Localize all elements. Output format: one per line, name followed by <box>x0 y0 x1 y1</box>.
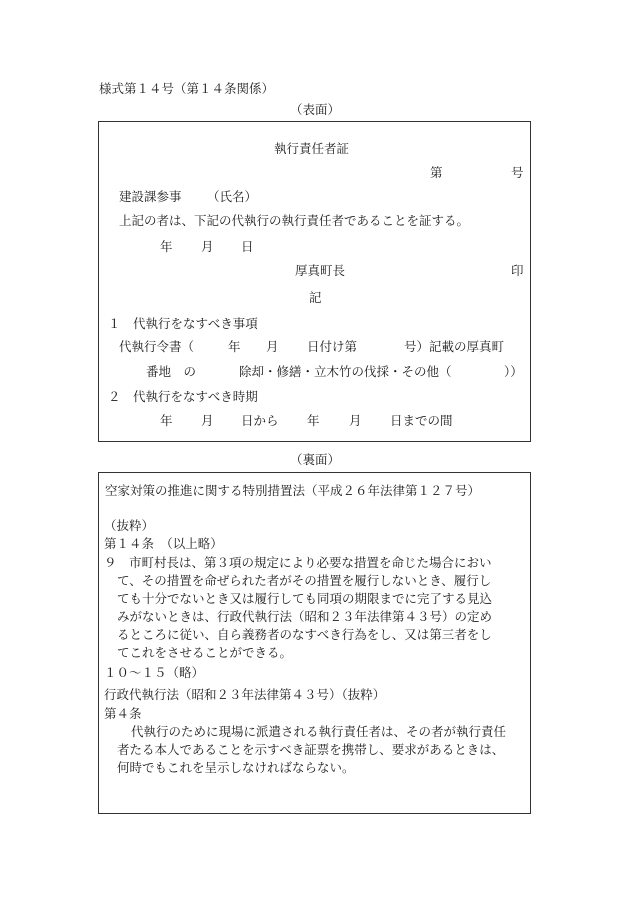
item1-line1-a: 代執行令書（ <box>119 339 195 354</box>
dept-title: 建設課参事 <box>119 189 182 204</box>
para9-line: てこれをさせることができる。 <box>117 645 293 660</box>
item2-month-to: 月 <box>349 413 362 428</box>
item2-heading: ２ 代執行をなすべき時期 <box>108 389 258 404</box>
number-suffix: 号 <box>511 165 524 180</box>
item2-year-from: 年 <box>160 413 173 428</box>
item1-line1-d: 日付け第 <box>307 339 358 354</box>
para9-line: ても十分でないとき又は履行しても同項の期限までに完了する見込 <box>117 591 493 606</box>
name-label: （氏名） <box>207 189 258 204</box>
item2-year-to: 年 <box>307 413 320 428</box>
item1-line2-b: 除却・修繕・立木竹の伐採・その他（ <box>239 364 452 379</box>
front-label: （表面） <box>289 102 340 117</box>
item2-day-from: 日から <box>241 413 279 428</box>
law1-title: 空家対策の推進に関する特別措置法（平成２６年法律第１２７号） <box>105 483 481 498</box>
date-day: 日 <box>241 239 254 254</box>
para9-line: るところに従い、自ら義務者のなすべき行為をし、又は第三者をし <box>117 627 492 642</box>
item1-line1-b: 年 <box>228 339 241 354</box>
item1-line1-e: 号）記載の厚真町 <box>404 339 505 354</box>
excerpt-label: （抜粋） <box>104 518 155 533</box>
card-title: 執行責任者証 <box>274 141 350 156</box>
para9-line: て、その措置を命ぜられた者がその措置を履行しないとき、履行し <box>117 573 492 588</box>
ki-heading: 記 <box>309 290 322 305</box>
item1-line2-a: 番地 の <box>146 364 197 379</box>
item2-day-to: 日までの間 <box>390 413 453 428</box>
date-month: 月 <box>201 239 214 254</box>
issuer: 厚真町長 <box>295 263 346 278</box>
para10-15: １０～１５（略） <box>104 665 205 680</box>
back-label: （裏面） <box>289 452 340 467</box>
article14-heading: 第１４条 （以上略） <box>104 536 223 551</box>
article4-heading: 第４条 <box>104 706 142 721</box>
article4-line: 何時でもこれを呈示しなければならない。 <box>117 760 355 775</box>
form-number: 様式第１４号（第１４条関係） <box>99 81 275 96</box>
date-year: 年 <box>160 239 173 254</box>
item1-line2-c: ）） <box>504 364 523 379</box>
seal-mark: 印 <box>511 263 524 278</box>
law2-title: 行政代執行法（昭和２３年法律第４３号）（抜粋） <box>104 687 386 702</box>
article4-line: 者たる本人であることを示すべき証票を携帯し、要求があるときは、 <box>117 742 505 757</box>
statement: 上記の者は、下記の代執行の執行責任者であることを証する。 <box>119 213 470 228</box>
item1-heading: １ 代執行をなすべき事項 <box>108 316 258 331</box>
article4-line: 代執行のために現場に派遣される執行責任者は、その者が執行責任 <box>131 724 507 739</box>
number-prefix: 第 <box>430 165 443 180</box>
item2-month-from: 月 <box>201 413 214 428</box>
para9-line: ９ 市町村長は、第３項の規定により必要な措置を命じた場合におい <box>104 555 492 570</box>
item1-line1-c: 月 <box>266 339 279 354</box>
para9-line: みがないときは、行政代執行法（昭和２３年法律第４３号）の定め <box>117 609 493 624</box>
